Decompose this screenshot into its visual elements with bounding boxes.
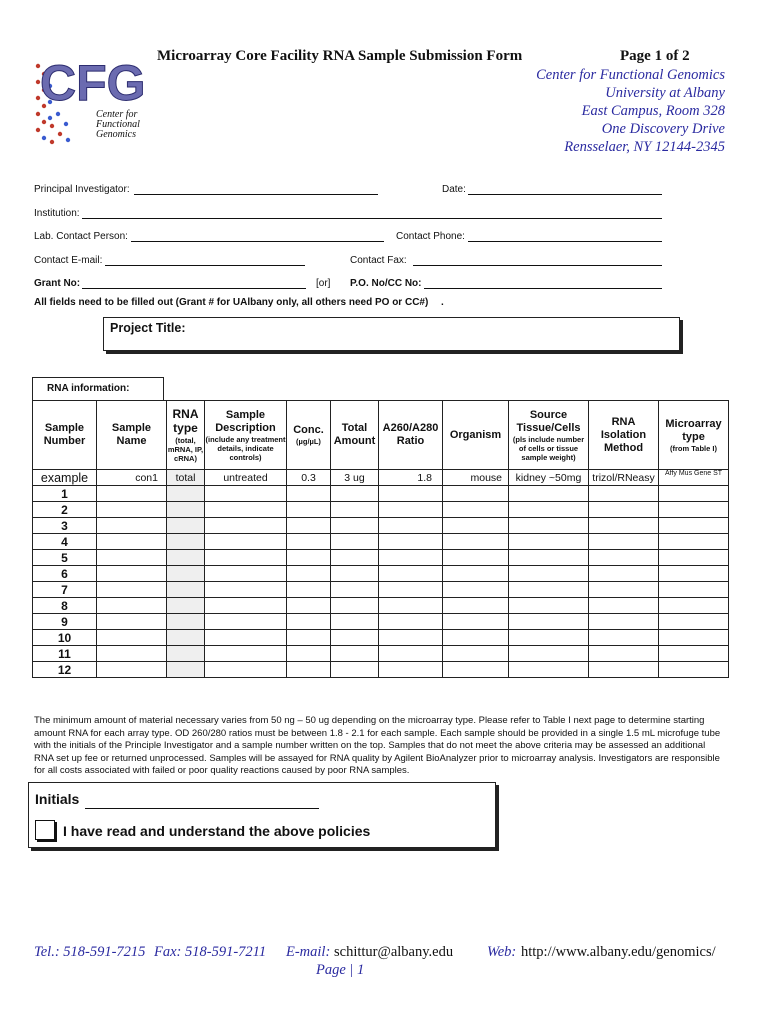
- table-cell[interactable]: [331, 518, 379, 534]
- table-cell[interactable]: [443, 614, 509, 630]
- table-cell[interactable]: [379, 662, 443, 678]
- page-indicator: Page 1 of 2: [620, 48, 690, 64]
- col-header: Source Tissue/Cells (pls include number of cells or tissue sample weight): [509, 401, 589, 470]
- footer-fax: Fax: 518-591-7211: [154, 944, 267, 960]
- pi-label: Principal Investigator:: [34, 184, 130, 195]
- table-cell[interactable]: [331, 486, 379, 502]
- institution-label: Institution:: [34, 208, 80, 219]
- table-cell[interactable]: [205, 630, 287, 646]
- table-cell[interactable]: [659, 646, 729, 662]
- table-cell[interactable]: [287, 646, 331, 662]
- table-cell[interactable]: [205, 566, 287, 582]
- table-cell[interactable]: [589, 550, 659, 566]
- col-header: Total Amount: [331, 401, 379, 470]
- footer-email[interactable]: schittur@albany.edu: [334, 944, 454, 960]
- footer-tel: Tel.: 518-591-7215: [34, 944, 146, 960]
- table-cell[interactable]: [97, 550, 167, 566]
- table-cell[interactable]: [589, 630, 659, 646]
- table-cell[interactable]: [287, 502, 331, 518]
- table-row: [33, 550, 729, 566]
- initials-field[interactable]: [85, 791, 319, 809]
- table-cell[interactable]: [97, 646, 167, 662]
- table-cell[interactable]: [205, 646, 287, 662]
- table-header-row: [33, 401, 729, 470]
- pi-field[interactable]: [134, 184, 378, 195]
- table-cell[interactable]: [205, 550, 287, 566]
- form-title: Microarray Core Facility RNA Sample Submission Form: [157, 48, 523, 64]
- table-cell[interactable]: [659, 630, 729, 646]
- table-cell: untreated: [205, 470, 287, 486]
- table-cell[interactable]: [509, 550, 589, 566]
- sample-table: [32, 400, 729, 678]
- table-cell[interactable]: [659, 502, 729, 518]
- table-cell: con1: [97, 470, 167, 486]
- table-cell[interactable]: [509, 502, 589, 518]
- table-cell[interactable]: [509, 566, 589, 582]
- table-row: [33, 614, 729, 630]
- footer-web[interactable]: http://www.albany.edu/genomics/: [521, 944, 716, 960]
- sample-number-cell: 3: [33, 518, 97, 534]
- grant-field[interactable]: [82, 278, 306, 289]
- table-cell[interactable]: [287, 566, 331, 582]
- table-cell[interactable]: [379, 534, 443, 550]
- sample-number-cell: 8: [33, 598, 97, 614]
- address-block: Center for Functional Genomics University at Albany East Campus, Room 328 One Discovery Drive Rensselaer, NY 12144-2345: [536, 67, 725, 155]
- table-cell: 3 ug: [331, 470, 379, 486]
- table-cell: Affy Mus Gene ST: [659, 470, 729, 486]
- table-cell[interactable]: [97, 486, 167, 502]
- sample-number-cell: 4: [33, 534, 97, 550]
- table-cell[interactable]: [379, 598, 443, 614]
- table-cell[interactable]: [331, 598, 379, 614]
- table-cell[interactable]: [659, 582, 729, 598]
- sample-number-cell: 9: [33, 614, 97, 630]
- col-header: RNA Isolation Method: [589, 401, 659, 470]
- table-cell[interactable]: [167, 518, 205, 534]
- table-cell[interactable]: [287, 614, 331, 630]
- table-cell[interactable]: [287, 486, 331, 502]
- table-cell[interactable]: [509, 662, 589, 678]
- table-cell[interactable]: [509, 646, 589, 662]
- table-cell[interactable]: [659, 534, 729, 550]
- fields-note-dot: .: [441, 297, 444, 308]
- table-cell[interactable]: [331, 630, 379, 646]
- table-cell[interactable]: [659, 662, 729, 678]
- sample-number-cell: 1: [33, 486, 97, 502]
- table-cell[interactable]: [331, 614, 379, 630]
- table-cell[interactable]: [97, 518, 167, 534]
- table-cell: 1.8: [379, 470, 443, 486]
- table-cell[interactable]: [205, 518, 287, 534]
- table-cell[interactable]: [287, 550, 331, 566]
- table-row: [33, 566, 729, 582]
- table-cell[interactable]: [379, 518, 443, 534]
- po-label: P.O. No/CC No:: [350, 278, 422, 289]
- contact-email-field[interactable]: [105, 255, 305, 266]
- sample-number-cell: 5: [33, 550, 97, 566]
- table-cell: total: [167, 470, 205, 486]
- footer-page: Page | 1: [316, 962, 365, 978]
- footer-email-label: E-mail:: [286, 944, 331, 960]
- table-cell[interactable]: [659, 486, 729, 502]
- table-row: [33, 630, 729, 646]
- table-row: [33, 646, 729, 662]
- col-header: Conc. (µg/µL): [287, 401, 331, 470]
- table-cell[interactable]: [509, 534, 589, 550]
- table-cell[interactable]: [331, 646, 379, 662]
- sample-number-cell: 10: [33, 630, 97, 646]
- footer-web-label: Web:: [487, 944, 517, 960]
- sample-number-cell: 2: [33, 502, 97, 518]
- table-cell[interactable]: [331, 502, 379, 518]
- table-row: [33, 486, 729, 502]
- table-cell[interactable]: [589, 614, 659, 630]
- table-cell[interactable]: [167, 582, 205, 598]
- table-cell: example: [33, 470, 97, 486]
- table-cell[interactable]: [287, 598, 331, 614]
- logo-caption: Center for Functional Genomics: [96, 109, 140, 140]
- table-cell[interactable]: [659, 614, 729, 630]
- col-header: Sample Description (include any treatment details, indicate controls): [205, 401, 287, 470]
- table-cell[interactable]: [331, 582, 379, 598]
- contact-fax-field[interactable]: [413, 255, 662, 266]
- table-cell[interactable]: [589, 582, 659, 598]
- table-cell[interactable]: [287, 582, 331, 598]
- table-cell[interactable]: [509, 614, 589, 630]
- table-cell[interactable]: [205, 598, 287, 614]
- table-cell[interactable]: [331, 566, 379, 582]
- table-cell: 0.3: [287, 470, 331, 486]
- table-cell[interactable]: [205, 662, 287, 678]
- table-cell[interactable]: [97, 630, 167, 646]
- project-title-box[interactable]: [103, 317, 680, 351]
- sample-number-cell: 7: [33, 582, 97, 598]
- policy-text: The minimum amount of material necessary varies from 50 ng – 50 ug depending on the microarray type. Please refer to Table I next page to determine starting amount RNA for each array type. OD 260/280 ratios must be between 1.8 - 2.1 for each sample. Each sample should be provided in a single 1.5 mL microfuge tube with the initials of the Principle Investigator and a sample number written on the top. Samples that do not meet the above criteria may be assessed an additional RNA set up fee or returned unprocessed. Samples will be assayed for RNA quality by Agilent BioAnalyzer prior to microarray analysis. Investigators are responsible for all costs associated with failed or poor quality reactions caused by poor RNA samples.: [34, 715, 721, 776]
- table-cell[interactable]: [379, 502, 443, 518]
- table-cell[interactable]: [205, 502, 287, 518]
- table-cell[interactable]: [167, 534, 205, 550]
- fields-note: All fields need to be filled out (Grant # for UAlbany only, all others need PO or CC#): [34, 297, 429, 308]
- table-cell[interactable]: [97, 598, 167, 614]
- col-header: Sample Name: [97, 401, 167, 470]
- table-cell[interactable]: [167, 486, 205, 502]
- policy-checkbox[interactable]: [35, 820, 55, 840]
- date-label: Date:: [442, 184, 466, 195]
- table-cell[interactable]: [97, 566, 167, 582]
- date-field[interactable]: [468, 184, 662, 195]
- table-cell[interactable]: [379, 614, 443, 630]
- table-row: [33, 582, 729, 598]
- table-cell[interactable]: [287, 518, 331, 534]
- table-cell[interactable]: [443, 630, 509, 646]
- table-cell[interactable]: [659, 518, 729, 534]
- table-cell[interactable]: [167, 662, 205, 678]
- table-cell[interactable]: [443, 486, 509, 502]
- table-cell[interactable]: [443, 582, 509, 598]
- table-cell[interactable]: [97, 582, 167, 598]
- table-cell[interactable]: [379, 646, 443, 662]
- table-row: [33, 534, 729, 550]
- contact-fax-label: Contact Fax:: [350, 255, 407, 266]
- table-cell: kidney ~50mg: [509, 470, 589, 486]
- table-cell[interactable]: [589, 534, 659, 550]
- table-cell[interactable]: [589, 486, 659, 502]
- table-cell[interactable]: [287, 662, 331, 678]
- table-cell[interactable]: [97, 502, 167, 518]
- table-cell[interactable]: [379, 582, 443, 598]
- table-cell[interactable]: [167, 630, 205, 646]
- table-row: [33, 502, 729, 518]
- cfg-logo: [32, 52, 150, 156]
- table-cell[interactable]: [205, 534, 287, 550]
- table-cell[interactable]: [443, 566, 509, 582]
- initials-box: [28, 782, 496, 848]
- sample-number-cell: 12: [33, 662, 97, 678]
- institution-field[interactable]: [82, 208, 662, 219]
- table-row: [33, 598, 729, 614]
- table-cell[interactable]: [205, 582, 287, 598]
- table-cell[interactable]: [443, 502, 509, 518]
- table-cell[interactable]: [379, 630, 443, 646]
- table-cell[interactable]: [589, 646, 659, 662]
- table-cell[interactable]: [287, 534, 331, 550]
- table-cell: trizol/RNeasy: [589, 470, 659, 486]
- table-cell[interactable]: [97, 534, 167, 550]
- table-cell[interactable]: [97, 662, 167, 678]
- po-field[interactable]: [424, 278, 662, 289]
- table-cell[interactable]: [167, 550, 205, 566]
- initials-label: Initials: [35, 791, 80, 807]
- table-cell[interactable]: [167, 566, 205, 582]
- grant-label: Grant No:: [34, 278, 81, 289]
- svg-text:CFG: CFG: [40, 55, 146, 111]
- lab-contact-label: Lab. Contact Person:: [34, 231, 128, 242]
- policy-checkbox-label: I have read and understand the above policies: [63, 823, 371, 839]
- sample-number-cell: 6: [33, 566, 97, 582]
- col-header: RNA type (total, mRNA, IP, cRNA): [167, 401, 205, 470]
- table-cell[interactable]: [509, 598, 589, 614]
- table-cell[interactable]: [331, 534, 379, 550]
- table-cell[interactable]: [659, 598, 729, 614]
- table-cell[interactable]: [167, 646, 205, 662]
- col-header: Organism: [443, 401, 509, 470]
- table-cell[interactable]: [167, 614, 205, 630]
- table-cell[interactable]: [205, 486, 287, 502]
- col-header: Microarray type (from Table I): [659, 401, 729, 470]
- table-cell[interactable]: [589, 598, 659, 614]
- table-cell[interactable]: [443, 534, 509, 550]
- table-cell[interactable]: [509, 486, 589, 502]
- table-cell: mouse: [443, 470, 509, 486]
- sample-number-cell: 11: [33, 646, 97, 662]
- table-cell[interactable]: [287, 630, 331, 646]
- table-cell[interactable]: [443, 662, 509, 678]
- table-cell[interactable]: [167, 502, 205, 518]
- table-cell[interactable]: [659, 566, 729, 582]
- contact-email-label: Contact E-mail:: [34, 255, 103, 266]
- table-row: [33, 662, 729, 678]
- table-cell[interactable]: [509, 518, 589, 534]
- table-cell[interactable]: [379, 566, 443, 582]
- col-header: Sample Number: [33, 401, 97, 470]
- table-cell[interactable]: [659, 550, 729, 566]
- table-cell[interactable]: [589, 662, 659, 678]
- or-label: [or]: [316, 278, 331, 289]
- contact-phone-field[interactable]: [468, 231, 662, 242]
- table-cell[interactable]: [205, 614, 287, 630]
- table-cell[interactable]: [589, 502, 659, 518]
- table-cell[interactable]: [509, 582, 589, 598]
- table-cell[interactable]: [589, 518, 659, 534]
- table-cell[interactable]: [509, 630, 589, 646]
- table-cell[interactable]: [97, 614, 167, 630]
- rna-info-label: RNA information:: [32, 377, 164, 401]
- table-cell[interactable]: [443, 550, 509, 566]
- table-cell[interactable]: [589, 566, 659, 582]
- contact-phone-label: Contact Phone:: [396, 231, 465, 242]
- project-title-label: Project Title:: [110, 321, 186, 335]
- table-cell[interactable]: [443, 518, 509, 534]
- table-cell[interactable]: [167, 598, 205, 614]
- table-cell[interactable]: [331, 550, 379, 566]
- table-row: [33, 518, 729, 534]
- table-cell[interactable]: [443, 646, 509, 662]
- lab-contact-field[interactable]: [131, 231, 384, 242]
- table-cell[interactable]: [443, 598, 509, 614]
- table-row-example: [33, 470, 729, 486]
- table-cell[interactable]: [379, 550, 443, 566]
- col-header: A260/A280 Ratio: [379, 401, 443, 470]
- table-cell[interactable]: [331, 662, 379, 678]
- table-cell[interactable]: [379, 486, 443, 502]
